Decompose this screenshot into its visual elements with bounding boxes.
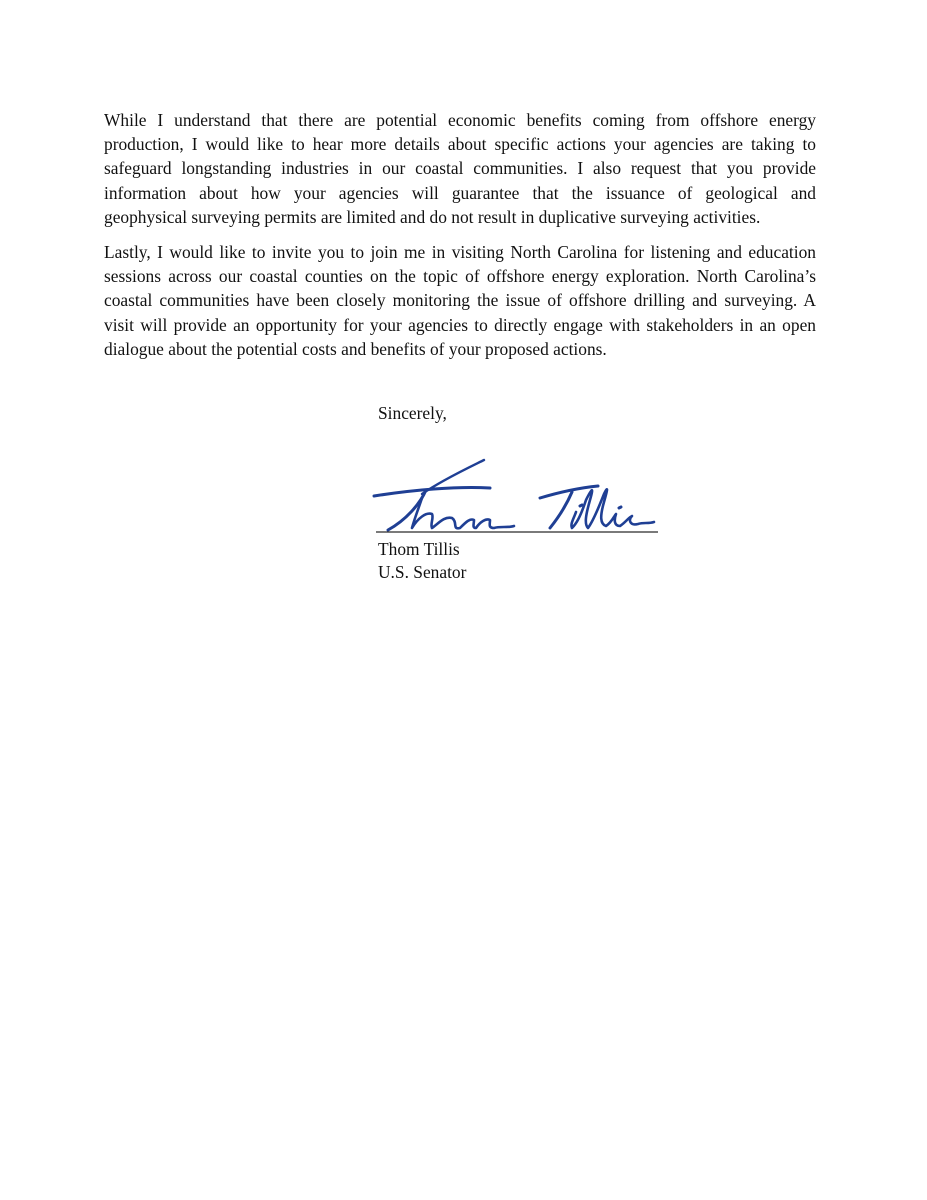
handwritten-signature (362, 452, 672, 544)
body-paragraph-2 (104, 240, 816, 361)
paragraph-line: coastal communities have been closely monitoring the issue of offshore drilling and surveying. A (104, 290, 816, 311)
closing-salutation: Sincerely, (378, 403, 447, 423)
signature-strokes (374, 460, 654, 530)
signer-name: Thom Tillis (378, 539, 460, 559)
paragraph-line: While I understand that there are potential economic benefits coming from offshore energy (104, 110, 816, 130)
paragraph-line: Lastly, I would like to invite you to join me in visiting North Carolina for listening and education (104, 242, 816, 262)
paragraph-line: production, I would like to hear more details about specific actions your agencies are taking to (104, 134, 816, 155)
paragraph-line: visit will provide an opportunity for your agencies to directly engage with stakeholders in an open (104, 314, 816, 335)
paragraph-line: information about how your agencies will guarantee that the issuance of geological and (104, 182, 816, 203)
paragraph-line: dialogue about the potential costs and benefits of your proposed actions. (104, 338, 607, 359)
body-paragraph-1 (104, 108, 816, 229)
paragraph-line: safeguard longstanding industries in our coastal communities. I also request that you provide (104, 158, 816, 179)
paragraph-line: sessions across our coastal counties on the topic of offshore energy exploration. North Carolina’s (104, 266, 816, 287)
paragraph-line: geophysical surveying permits are limited and do not result in duplicative surveying activities. (104, 206, 761, 227)
signer-title: U.S. Senator (378, 562, 467, 582)
